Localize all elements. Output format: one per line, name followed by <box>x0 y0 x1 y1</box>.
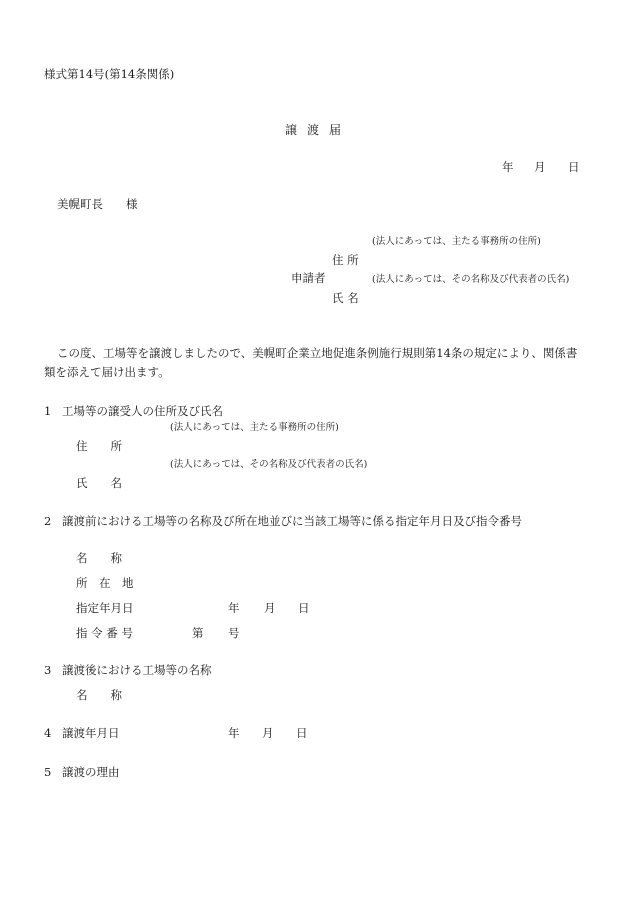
date-year: 年 <box>502 160 514 174</box>
section-2-number: 2 <box>44 514 52 528</box>
section-1-address-note: (法人にあっては、主たる事務所の住所) <box>170 422 339 433</box>
section-2-dai: 第 <box>192 626 204 640</box>
section-1-number: 1 <box>44 404 52 418</box>
section-2-location-label: 所 在 地 <box>76 576 134 590</box>
date-month: 月 <box>534 160 546 174</box>
section-2-day: 日 <box>298 601 310 615</box>
section-4-number: 4 <box>44 726 52 740</box>
section-2-order-number-label: 指 令 番 号 <box>76 626 133 640</box>
applicant-name-note: (法人にあっては、その名称及び代表者の氏名) <box>372 274 570 285</box>
section-2-month: 月 <box>264 601 276 615</box>
section-3-name-label: 名 称 <box>76 688 122 702</box>
addressee-name: 美幌町長 <box>57 197 103 211</box>
section-1-name-note: (法人にあっては、その名称及び代表者の氏名) <box>170 459 368 470</box>
section-2-year: 年 <box>228 601 240 615</box>
section-2-name-label: 名 称 <box>76 551 122 565</box>
section-4-year: 年 <box>228 726 240 740</box>
body-line-1: この度、工場等を譲渡しましたので、美幌町企業立地促進条例施行規則第14条の規定により、関係書 <box>57 346 578 360</box>
applicant-address-note: (法人にあっては、主たる事務所の住所) <box>372 236 541 247</box>
section-4-day: 日 <box>296 726 308 740</box>
section-2-heading: 譲渡前における工場等の名称及び所在地並びに当該工場等に係る指定年月日及び指令番号 <box>62 514 522 528</box>
section-5-heading: 譲渡の理由 <box>62 765 120 779</box>
addressee-honorific: 様 <box>126 197 138 211</box>
section-4-heading: 譲渡年月日 <box>62 726 120 740</box>
body-line-2: 類を添えて届け出ます。 <box>44 365 170 379</box>
section-1-address-label: 住 所 <box>76 439 122 453</box>
date-day: 日 <box>568 160 580 174</box>
section-5-number: 5 <box>44 765 52 779</box>
section-2-designation-date-label: 指定年月日 <box>76 601 134 615</box>
section-1-heading: 工場等の譲受人の住所及び氏名 <box>62 404 223 418</box>
title-char-2: 渡 <box>307 123 320 137</box>
section-4-month: 月 <box>262 726 274 740</box>
section-3-number: 3 <box>44 663 52 677</box>
section-3-heading: 譲渡後における工場等の名称 <box>62 663 212 677</box>
form-number: 様式第14号(第14条関係) <box>44 67 175 81</box>
applicant-label: 申請者 <box>291 271 326 285</box>
section-2-go: 号 <box>228 626 240 640</box>
title-char-3: 届 <box>329 123 342 137</box>
section-1-name-label: 氏 名 <box>76 476 122 490</box>
title-char-1: 譲 <box>285 123 298 137</box>
applicant-address-label: 住 所 <box>332 253 359 267</box>
applicant-name-label: 氏 名 <box>332 291 359 305</box>
